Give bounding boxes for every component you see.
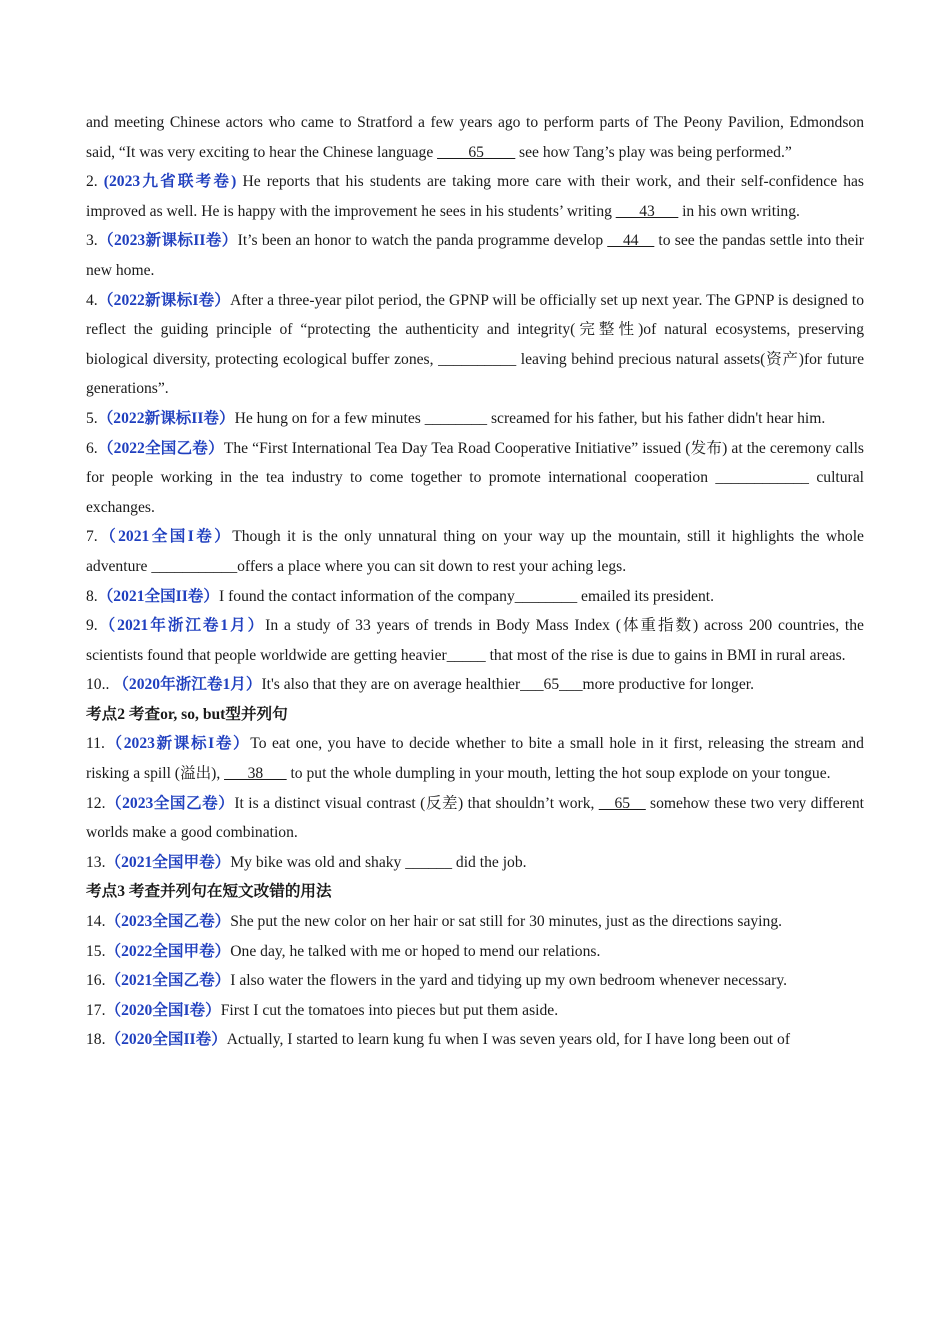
question-11: 11.（2023新课标I卷）To eat one, you have to decide whether to bite a small hole in it first, releasing the stream and risking a spill (溢出), ___38___ to put the whole dumpling in your mouth, letting the hot soup explode on your tongue. bbox=[86, 735, 864, 783]
question-18: 18.（2020全国II卷）Actually, I started to learn kung fu when I was seven years old, for I have long been out of bbox=[86, 1031, 791, 1049]
question-4: 4.（2022新课标I卷）After a three-year pilot period, the GPNP will be officially set up next year. The GPNP is designed to reflect the guiding principle of “protecting the authenticity and integrity(完整性)of natural ecosystems, preserving biological diversity, protecting ecological buffer zones, __________ leaving behind precious natural assets(资产)for future generations”. bbox=[86, 291, 864, 398]
source-tag: （2021全国II卷） bbox=[97, 587, 219, 605]
source-tag: （2020全国II卷） bbox=[105, 1031, 227, 1049]
intro-paragraph bbox=[86, 108, 864, 167]
source-tag: （2021全国乙卷） bbox=[105, 972, 231, 990]
question-8: 8.（2021全国II卷）I found the contact information of the company________ emailed its president. bbox=[86, 587, 714, 605]
source-tag: （2023新课标I卷） bbox=[104, 735, 251, 753]
document-body bbox=[86, 108, 864, 1055]
answer-blank: ___43___ bbox=[615, 202, 679, 220]
question-7: 7.（2021全国I卷）Though it is the only unnatural thing on your way up the mountain, still it highlights the whole adventure ___________offers a place where you can sit down to rest your aching legs. bbox=[86, 528, 864, 575]
answer-blank: ___38___ bbox=[224, 765, 287, 783]
question-12: 12.（2023全国乙卷）It is a distinct visual contrast (反差) that shouldn’t work, __65__ somehow these two very different worlds make a good combination. bbox=[86, 794, 864, 842]
question-17: 17.（2020全国I卷）First I cut the tomatoes into pieces but put them aside. bbox=[86, 1001, 559, 1019]
intro-text-1: and meeting Chinese actors who came to Stratford a few years ago to perform parts of The Peony Pavilion, Edmondson said, “It was very exciting to hear the Chinese language bbox=[86, 114, 864, 161]
question-9: 9.（2021年浙江卷1月）In a study of 33 years of trends in Body Mass Index (体重指数) across 200 countries, the scientists found that people worldwide are getting heavier_____ that most of the rise is due to gains in BMI in rural areas. bbox=[86, 617, 864, 664]
question-6: 6.（2022全国乙卷）The “First International Tea Day Tea Road Cooperative Initiative” issued (发布) at the ceremony calls for people working in the tea industry to come together to promote international cooperation ____________ cultural exchanges. bbox=[86, 439, 864, 516]
source-tag: （2022新课标I卷） bbox=[97, 291, 231, 309]
answer-blank: __65__ bbox=[598, 794, 646, 812]
source-tag: （2022新课标II卷） bbox=[97, 409, 235, 427]
section-heading-3: 考点3 考查并列句在短文改错的用法 bbox=[86, 883, 332, 901]
source-tag: （2021年浙江卷1月） bbox=[97, 617, 266, 635]
question-15: 15.（2022全国甲卷）One day, he talked with me or hoped to mend our relations. bbox=[86, 942, 601, 960]
intro-blank: ____65____ bbox=[437, 143, 516, 161]
source-tag: （2023全国乙卷） bbox=[105, 794, 235, 812]
intro-text-2: see how Tang’s play was being performed.” bbox=[515, 143, 792, 161]
source-tag: (2023九省联考卷) bbox=[97, 173, 237, 191]
source-tag: （2023新课标II卷） bbox=[97, 232, 238, 250]
source-tag: （2021全国I卷） bbox=[97, 528, 233, 546]
source-tag: （2021全国甲卷） bbox=[105, 853, 231, 871]
source-tag: （2020全国I卷） bbox=[105, 1001, 221, 1019]
answer-blank: __44__ bbox=[607, 232, 655, 250]
source-tag: （2020年浙江卷1月） bbox=[113, 676, 262, 694]
question-10: 10.. （2020年浙江卷1月）It's also that they are on average healthier___65___more productive for longer. bbox=[86, 676, 754, 694]
question-2: 2. (2023九省联考卷) He reports that his students are taking more care with their work, and their self-confidence has improved as well. He is happy with the improvement he sees in his students’ writing ___43___ in his own writing. bbox=[86, 173, 864, 220]
source-tag: （2022全国甲卷） bbox=[105, 942, 231, 960]
source-tag: （2022全国乙卷） bbox=[97, 439, 224, 457]
source-tag: （2023全国乙卷） bbox=[105, 913, 231, 931]
question-14: 14.（2023全国乙卷）She put the new color on her hair or sat still for 30 minutes, just as the directions saying. bbox=[86, 913, 783, 931]
question-13: 13.（2021全国甲卷）My bike was old and shaky ______ did the job. bbox=[86, 853, 527, 871]
question-16: 16.（2021全国乙卷）I also water the flowers in the yard and tidying up my own bedroom whenever necessary. bbox=[86, 972, 787, 990]
section-heading-2: 考点2 考查or, so, but型并列句 bbox=[86, 705, 288, 723]
question-5: 5.（2022新课标II卷）He hung on for a few minutes ________ screamed for his father, but his father didn't hear him. bbox=[86, 409, 826, 427]
question-3: 3.（2023新课标II卷）It’s been an honor to watch the panda programme develop __44__ to see the pandas settle into their new home. bbox=[86, 232, 864, 279]
